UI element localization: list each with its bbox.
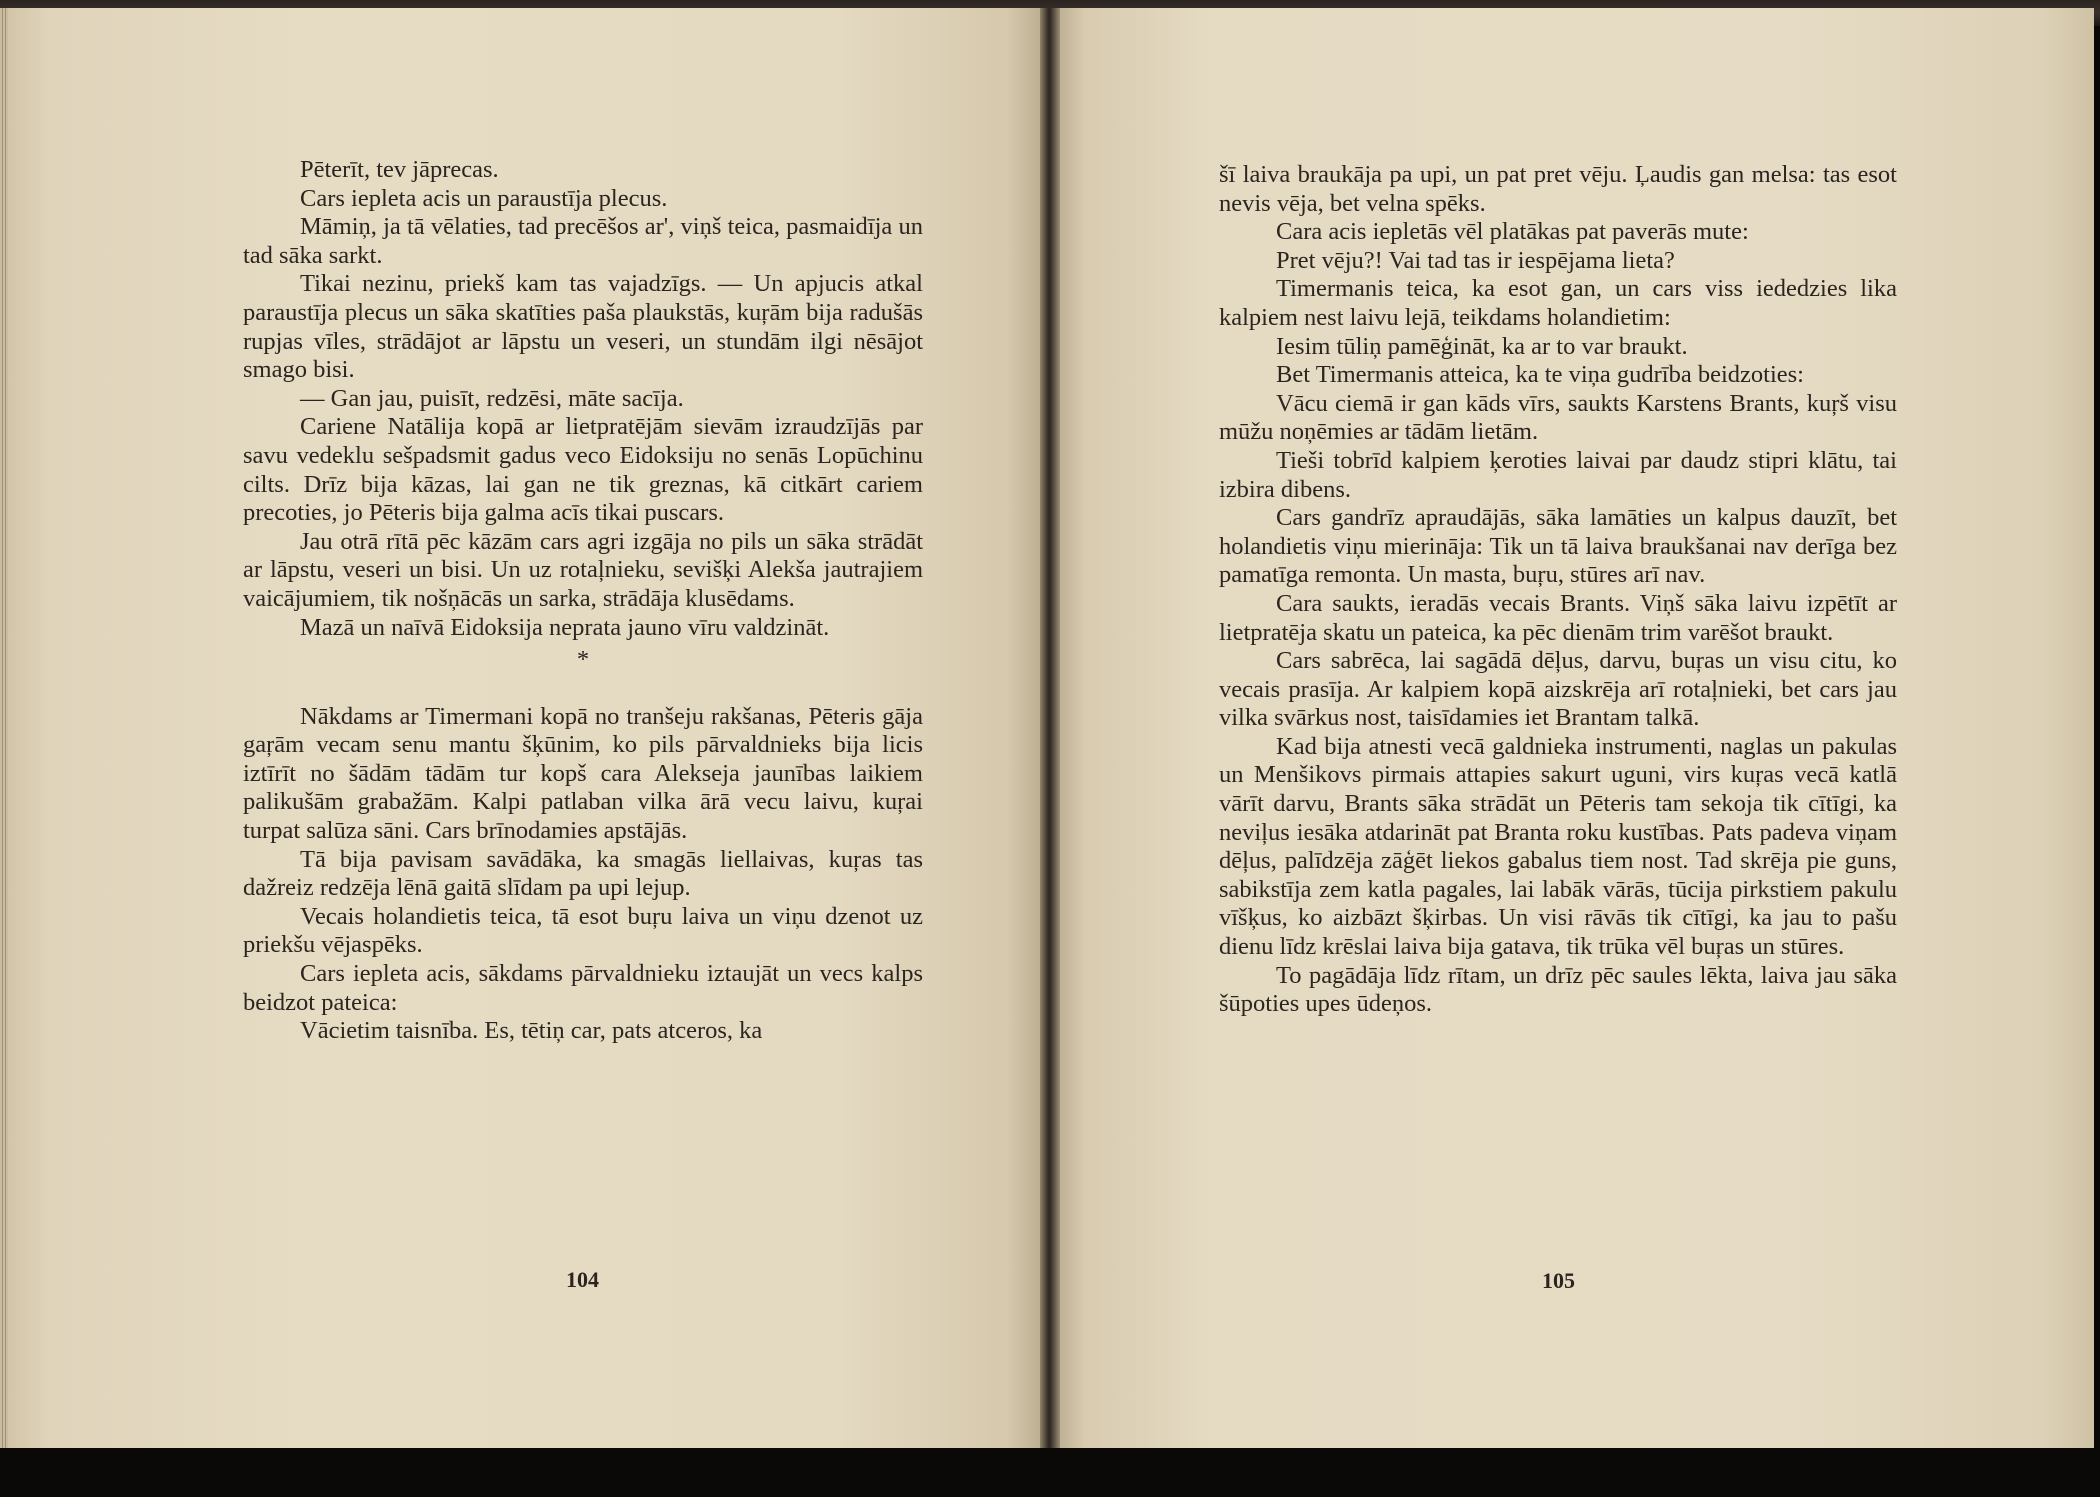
paragraph: Jau otrā rītā pēc kāzām cars agri izgāja no pils un sāka strādāt ar lāpstu, veseri un bisi. Un uz rotaļnieku, sevišķi Alekša jautrajiem vaicājumiem, tik nošņācās un sarka, strādāja klusēdams. — [243, 527, 923, 612]
left-page-text — [243, 156, 923, 1046]
paragraph: Pret vēju?! Vai tad tas ir iespējama lieta? — [1276, 246, 1675, 274]
paragraph: To pagādāja līdz rītam, un drīz pēc saules lēkta, laiva jau sāka šūpoties upes ūdeņos. — [1219, 961, 1897, 1018]
paragraph: Cara saukts, ieradās vecais Brants. Viņš sāka laivu izpētīt ar lietpratēja skatu un pateica, ka pēc dienām trim varēšot braukt. — [1219, 589, 1897, 646]
paragraph: Kad bija atnesti vecā galdnieka instrumenti, naglas un pakulas un Menšikovs pirmais attapies sakurt uguni, virs kuŗas vecā katlā vārīt darvu, Brants sāka strādāt un Pēteris tam sekoja tik cītīgi, ka neviļus iesāka atdarināt pat Branta roku kustības. Pats padeva viņam dēļus, palīdzēja zāģēt liekos gabalus tiem nost. Tad skrēja pie guns, sabikstīja zem katla pagales, lai labāk vārās, tūcija pirkstiem pakulu vīšķus, ko aizbāzt šķirbas. Un visi rāvās tik cītīgi, ka jau to pašu dienu līdz krēslai laiva bija gatava, tik trūka vēl buŗas un stūres. — [1219, 732, 1897, 961]
paragraph: šī laiva braukāja pa upi, un pat pret vēju. Ļaudis gan melsa: tas esot nevis vēja, bet velna spēks. — [1219, 161, 1897, 217]
paragraph: Pēterīt, tev jāprecas. — [300, 156, 499, 183]
page-number-left: 104 — [566, 1267, 599, 1292]
paragraph: Bet Timermanis atteica, ka te viņa gudrība beidzoties: — [1276, 361, 1804, 389]
paragraph: Iesim tūliņ pamēģināt, ka ar to var braukt. — [1276, 332, 1688, 360]
paragraph: Tā bija pavisam savādāka, ka smagās liellaivas, kuŗas tas dažreiz redzēja lēnā gaitā slīdam pa upi lejup. — [243, 845, 923, 902]
paragraph: Vācu ciemā ir gan kāds vīrs, saukts Karstens Brants, kuŗš visu mūžu noņēmies ar tādām lietām. — [1219, 389, 1897, 446]
paragraph: Māmiņ, ja tā vēlaties, tad precēšos ar', viņš teica, pasmaidīja un tad sāka sarkt. — [243, 213, 923, 269]
paragraph: Cars gandrīz apraudājās, sāka lamāties un kalpus dauzīt, bet holandietis viņu mierināja: Tik un tā laiva braukšanai nav derīga bez pamatīga remonta. Un masta, buŗu, stūres arī nav. — [1219, 504, 1897, 589]
section-separator: * — [576, 646, 590, 674]
paragraph: Nākdams ar Timermani kopā no tranšeju rakšanas, Pēteris gāja gaŗām vecam senu mantu šķūnim, ko pils pārvaldnieks bija licis iztīrīt no šādām tādām tur kopš cara Alekseja jaunības laikiem palikušām grabažām. Kalpi patlaban vilka ārā vecu laivu, kuŗai turpat salūza sāni. Cars brīnodamies apstājās. — [243, 702, 923, 845]
right-page-text — [1219, 161, 1897, 1019]
page-number-right: 105 — [1542, 1268, 1575, 1293]
paragraph: Cars sabrēca, lai sagādā dēļus, darvu, buŗas un visu citu, ko vecais prasīja. Ar kalpiem kopā aizskrēja arī rotaļnieki, bet cars jau vilka svārkus nost, taisīdamies iet Brantam talkā. — [1219, 647, 1897, 732]
paragraph: Mazā un naīvā Eidoksija neprata jauno vīru valdzināt. — [300, 613, 830, 641]
paragraph: Cariene Natālija kopā ar lietpratējām sievām izraudzījās par savu vedeklu sešpadsmit gadus veco Eidoksiju no senās Lopūchinu cilts. Drīz bija kāzas, lai gan ne tik greznas, kā citkārt cariem precoties, jo Pēteris bija galma acīs tikai puscars. — [243, 413, 923, 527]
paragraph: Vecais holandietis teica, tā esot buŗu laiva un viņu dzenot uz priekšu vējaspēks. — [243, 902, 923, 959]
paragraph: Vācietim taisnība. Es, tētiņ car, pats atceros, ka — [300, 1017, 763, 1045]
paragraph: Timermanis teica, ka esot gan, un cars viss iededzies lika kalpiem nest laivu lejā, teikdams holandietim: — [1219, 275, 1897, 331]
paragraph: Cara acis iepletās vēl platākas pat paverās mute: — [1276, 218, 1749, 246]
paragraph: Tieši tobrīd kalpiem ķeroties laivai par daudz stipri klātu, tai izbira dibens. — [1219, 446, 1897, 503]
book-gutter — [1040, 8, 1060, 1448]
paragraph: Tikai nezinu, priekš kam tas vajadzīgs. — Un apjucis atkal paraustīja plecus un sāka skatīties paša plaukstās, kuŗām bija radušās rupjas vīles, strādājot ar lāpstu un veseri, un stundām ilgi nēsājot smago bisi. — [243, 270, 923, 384]
paragraph: Cars iepleta acis un paraustīja plecus. — [300, 184, 668, 212]
paragraph: — Gan jau, puisīt, redzēsi, māte sacīja. — [300, 384, 684, 412]
paragraph: Cars iepleta acis, sākdams pārvaldnieku iztaujāt un vecs kalps beidzot pateica: — [243, 960, 923, 1016]
